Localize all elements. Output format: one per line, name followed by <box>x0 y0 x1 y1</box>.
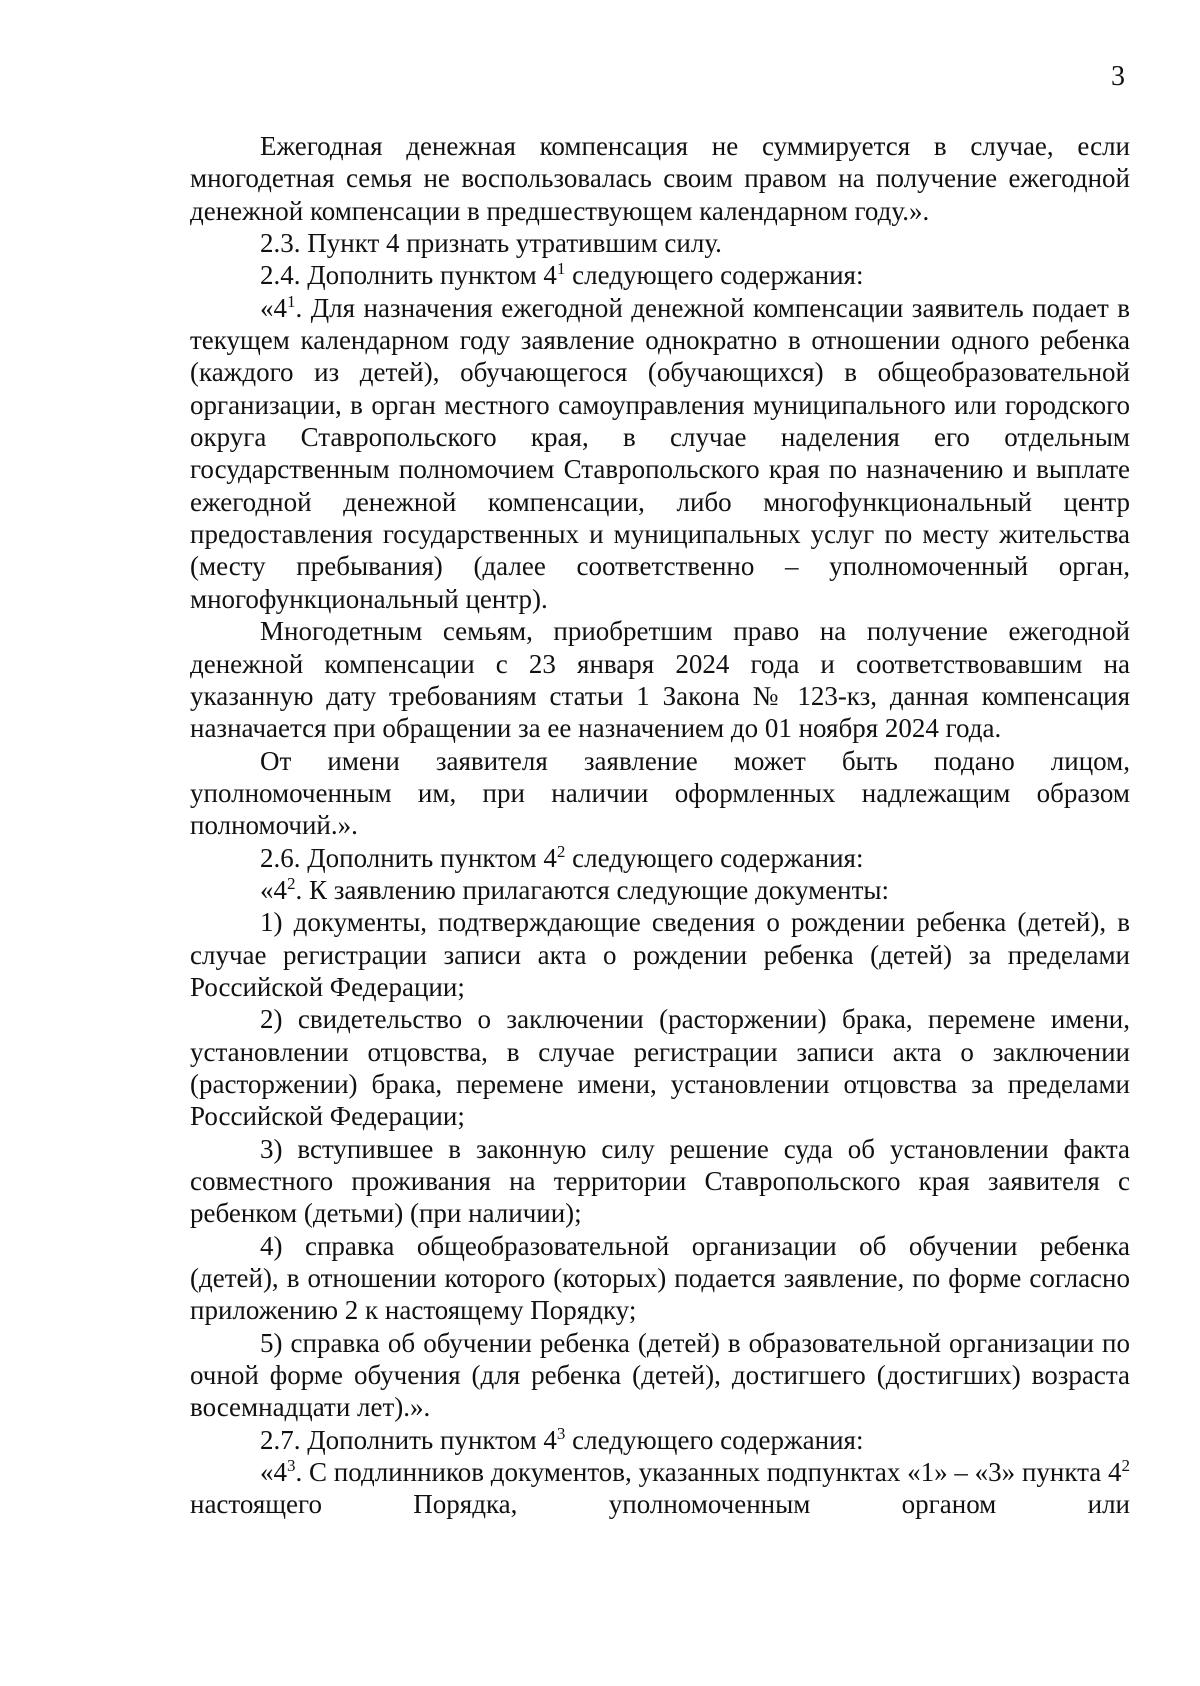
paragraph-text: . Для назначения ежегодной денежной компенсации заявитель подает в текущем календарном году заявление однократно в отношении одного ребенка (каждого из детей), обучающегося (обучающихся) в общеобразовательной организации, в орган местного самоуправления муниципального или городского округа Ставропольского края, в случае наделения его отдельным государственным полномочием Ставропольского края по назначению и выплате ежегодной денежной компенсации, либо многофункциональный центр предоставления государственных и муниципальных услуг по месту жительства (месту пребывания) (далее соответственно – уполномоченный орган, многофункциональный центр). <box>190 292 1130 614</box>
paragraph-text: настоящего Порядка, уполномоченным органом или <box>190 1489 1130 1520</box>
paragraph-text: . К заявлению прилагаются следующие документы: <box>295 874 890 905</box>
superscript: 2 <box>287 873 296 893</box>
paragraph-text: 2.7. Дополнить пунктом 4 <box>260 1424 557 1455</box>
paragraph-text: 1) документы, подтверждающие сведения о рождении ребенка (детей), в случае регистрации записи акта о рождении ребенка (детей) за пределами Российской Федерации; <box>190 907 1130 1002</box>
paragraph-text: «4 <box>260 1457 287 1488</box>
paragraph-text: 2) свидетельство о заключении (расторжении) брака, перемене имени, установлении отцовства, в случае регистрации записи акта о заключении (расторжении) брака, перемене имени, установлении отцовства за пределами Российской Федерации; <box>190 1004 1130 1132</box>
paragraph <box>190 874 1130 906</box>
paragraph <box>190 227 1130 259</box>
paragraph <box>190 745 1130 842</box>
paragraph <box>190 1456 1130 1521</box>
paragraph <box>190 292 1130 615</box>
paragraph <box>190 906 1130 1003</box>
superscript: 3 <box>287 1456 296 1476</box>
paragraph-text: 3) вступившее в законную силу решение суда об установлении факта совместного проживания на территории Ставропольского края заявителя с ребенком (детьми) (при наличии); <box>190 1133 1130 1229</box>
paragraph <box>190 130 1130 227</box>
superscript: 2 <box>556 841 566 861</box>
paragraph-text: «4 <box>260 874 287 905</box>
paragraph-text: «4 <box>260 292 287 323</box>
paragraph-text: 5) справка об обучении ребенка (детей) в образовательной организации по очной форме обучения (для ребенка (детей), достигшего (достигших) возраста восемнадцати лет).». <box>190 1327 1130 1423</box>
paragraph-text: От имени заявителя заявление может быть подано лицом, уполномоченным им, при наличии оформленных надлежащим образом полномочий.». <box>190 745 1130 841</box>
paragraph-text: 2.6. Дополнить пунктом 4 <box>260 842 557 873</box>
paragraph <box>190 259 1130 291</box>
paragraph-text: Многодетным семьям, приобретшим право на получение ежегодной денежной компенсации с 23 января 2024 года и соответствовавшим на указанную дату требованиям статьи 1 Закона № 123-кз, данная компенсация назначается при обращении за ее назначением до 01 ноября 2024 года. <box>190 616 1130 744</box>
paragraph-text: следующего содержания: <box>565 260 864 291</box>
paragraph-text: 2.4. Дополнить пунктом 4 <box>260 260 557 291</box>
document-body <box>190 130 1130 1521</box>
paragraph <box>190 1133 1130 1230</box>
paragraph <box>190 1424 1130 1456</box>
paragraph-text: Ежегодная денежная компенсация не суммируется в случае, если многодетная семья не воспользовалась своим правом на получение ежегодной денежной компенсации в предшествующем календарном году.». <box>190 131 1130 226</box>
paragraph <box>190 842 1130 874</box>
paragraph <box>190 1327 1130 1424</box>
superscript: 2 <box>1121 1456 1130 1476</box>
paragraph-text: 4) справка общеобразовательной организации об обучении ребенка (детей), в отношении которого (которых) подается заявление, по форме согласно приложению 2 к настоящему Порядку; <box>190 1230 1130 1326</box>
paragraph <box>190 615 1130 744</box>
paragraph-text: 2.3. Пункт 4 признать утратившим силу. <box>260 228 722 259</box>
paragraph-text: . С подлинников документов, указанных подпунктах «1» – «3» пункта 4 <box>295 1457 1122 1488</box>
paragraph-text: следующего содержания: <box>565 842 864 873</box>
paragraph <box>190 1003 1130 1132</box>
paragraph-text: следующего содержания: <box>565 1424 864 1455</box>
superscript: 1 <box>287 291 296 311</box>
paragraph <box>190 1230 1130 1327</box>
superscript: 3 <box>556 1423 566 1443</box>
superscript: 1 <box>556 259 566 279</box>
page-number: 3 <box>1111 61 1125 92</box>
